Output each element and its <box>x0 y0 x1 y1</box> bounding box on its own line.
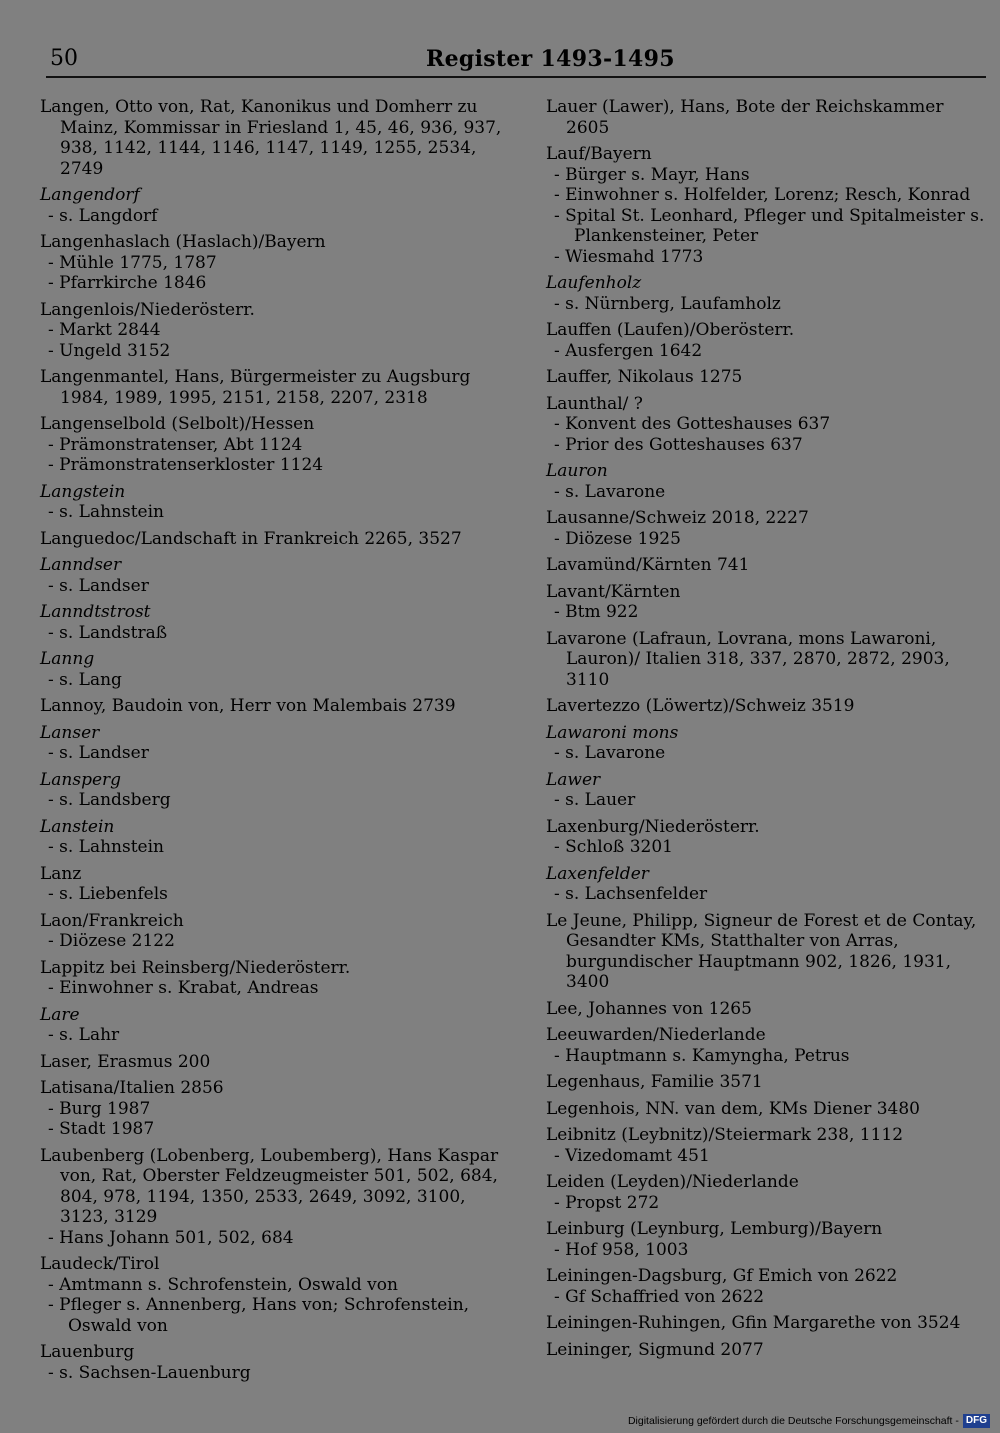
entry-heading: Lauffen (Laufen)/Oberösterr. <box>546 320 795 340</box>
entry-subheading: - s. Lauer <box>554 790 636 810</box>
entry-subheading: - Markt 2844 <box>48 320 161 340</box>
index-entry <box>546 394 992 456</box>
index-entry <box>546 1099 992 1120</box>
index-entry <box>40 555 502 596</box>
entry-subheading: - Stadt 1987 <box>48 1119 155 1139</box>
entry-heading: Launthal/ ? <box>546 393 643 414</box>
entry-heading: Leiningen-Ruhingen, Gfin Margarethe von 3524 <box>546 1313 961 1333</box>
entry-subheading: - s. Landsberg <box>48 790 171 810</box>
entry-subheading: - Diözese 2122 <box>48 931 175 951</box>
entry-subheading: - s. Lavarone <box>554 481 666 502</box>
funding-footer <box>628 1412 990 1430</box>
entry-subheading: - s. Lahnstein <box>48 502 165 522</box>
entry-subheading: - s. Lahnstein <box>48 837 165 857</box>
entry-heading: Lawaroni mons <box>546 722 679 743</box>
entry-subheading: - Konvent des Gotteshauses 637 <box>554 414 831 434</box>
entry-heading: Laudeck/Tirol <box>40 1254 160 1274</box>
index-entry <box>546 1340 992 1361</box>
entry-subheading: - s. Sachsen-Lauenburg <box>48 1362 251 1383</box>
index-entry <box>546 555 992 576</box>
index-entry <box>40 1254 502 1336</box>
index-entry <box>40 1052 502 1073</box>
entry-subheading: - s. Landser <box>48 743 149 763</box>
entry-subheading: - Gf Schaffried von 2622 <box>554 1286 765 1307</box>
index-entry <box>546 864 992 905</box>
index-entry <box>40 185 502 226</box>
entry-heading: Leeuwarden/Niederlande <box>546 1025 766 1045</box>
running-title: Register 1493-1495 <box>426 46 675 72</box>
entry-heading: Lannoy, Baudoin von, Herr von Malembais 2739 <box>40 696 456 716</box>
entry-subheading: - Hans Johann 501, 502, 684 <box>48 1227 294 1248</box>
entry-heading: Lavamünd/Kärnten 741 <box>546 555 750 575</box>
index-entry <box>40 723 502 764</box>
entry-heading: Legenhaus, Familie 3571 <box>546 1072 763 1092</box>
index-entry <box>546 817 992 858</box>
entry-heading: Lauer (Lawer), Hans, Bote der Reichskammer 2605 <box>546 97 944 138</box>
entry-subheading: - Hauptmann s. Kamyngha, Petrus <box>554 1045 850 1066</box>
dfg-logo: DFG <box>963 1414 990 1428</box>
entry-heading: Lanser <box>40 722 100 743</box>
entry-heading: Lee, Johannes von 1265 <box>546 998 752 1019</box>
entry-subheading: - s. Nürnberg, Laufamholz <box>554 293 781 314</box>
entry-heading: Lauenburg <box>40 1342 135 1362</box>
index-entry <box>40 958 502 999</box>
entry-heading: Lanndtstrost <box>40 602 151 622</box>
entry-heading: Lauffer, Nikolaus 1275 <box>546 367 743 387</box>
entry-heading: Leibnitz (Leybnitz)/Steiermark 238, 1112 <box>546 1125 904 1145</box>
index-entry <box>546 582 992 623</box>
index-entry <box>40 770 502 811</box>
entry-subheading: - Bürger s. Mayr, Hans <box>554 164 750 185</box>
entry-heading: Laxenfelder <box>546 863 649 884</box>
index-entry <box>546 367 992 388</box>
entry-subheading: - s. Lang <box>48 669 122 690</box>
entry-subheading: - Schloß 3201 <box>554 837 673 857</box>
index-entry <box>546 629 992 691</box>
entry-heading: Lanz <box>40 863 82 884</box>
entry-heading: Langenmantel, Hans, Bürgermeister zu Augsburg 1984, 1989, 1995, 2151, 2158, 2207, 2318 <box>40 367 471 408</box>
index-entry <box>40 649 502 690</box>
entry-subheading: - Amtmann s. Schrofenstein, Oswald von <box>48 1274 398 1295</box>
entry-subheading: - Diözese 1925 <box>554 528 681 549</box>
right-column <box>546 97 992 1366</box>
index-entry <box>40 911 502 952</box>
index-entry <box>546 273 992 314</box>
index-entry <box>40 300 502 362</box>
entry-heading: Lanndser <box>40 555 122 575</box>
entry-heading: Lavarone (Lafraun, Lovrana, mons Lawaroni, Lauron)/ Italien 318, 337, 2870, 2872, 2903, 3110 <box>546 628 950 690</box>
entry-subheading: - Einwohner s. Krabat, Andreas <box>48 978 319 998</box>
index-entry <box>546 696 992 717</box>
entry-subheading: - Einwohner s. Holfelder, Lorenz; Resch, Konrad <box>554 185 971 205</box>
entry-subheading: - Ungeld 3152 <box>48 340 171 361</box>
entry-heading: Laxenburg/Niederösterr. <box>546 816 760 837</box>
index-entry <box>40 817 502 858</box>
entry-subheading: - s. Lachsenfelder <box>554 884 708 904</box>
index-entry <box>40 864 502 905</box>
entry-subheading: - s. Landser <box>48 575 149 596</box>
index-entry <box>40 1078 502 1140</box>
entry-heading: Lansperg <box>40 769 122 790</box>
entry-heading: Lauron <box>546 461 608 481</box>
entry-subheading: - Prämonstratenserkloster 1124 <box>48 455 324 475</box>
index-entry <box>40 482 502 523</box>
entry-subheading: - s. Liebenfels <box>48 884 168 904</box>
entry-heading: Legenhois, NN. van dem, KMs Diener 3480 <box>546 1098 920 1119</box>
entry-heading: Laon/Frankreich <box>40 910 184 931</box>
entry-heading: Laufenholz <box>546 273 642 293</box>
index-entry <box>546 1025 992 1066</box>
entry-heading: Laser, Erasmus 200 <box>40 1051 211 1072</box>
entry-subheading: - Prior des Gotteshauses 637 <box>554 434 803 455</box>
entry-heading: Leinburg (Leynburg, Lemburg)/Bayern <box>546 1219 883 1239</box>
entry-subheading: - s. Lavarone <box>554 743 666 763</box>
entry-heading: Langen, Otto von, Rat, Kanonikus und Domherr zu Mainz, Kommissar in Friesland 1, 45, 46, 936, 937, 938, 1142, 1144, 1146, 1147, 1149, 1255, 2534, 2749 <box>40 97 502 179</box>
index-entry <box>40 367 502 408</box>
entry-subheading: - Hof 958, 1003 <box>554 1239 689 1260</box>
entry-heading: Langenselbold (Selbolt)/Hessen <box>40 414 315 434</box>
index-entry <box>546 1266 992 1307</box>
entry-heading: Leiningen-Dagsburg, Gf Emich von 2622 <box>546 1266 898 1286</box>
index-entry <box>546 723 992 764</box>
index-entry <box>546 911 992 993</box>
entry-subheading: - Pfarrkirche 1846 <box>48 273 207 293</box>
index-entry <box>546 97 992 138</box>
index-entry <box>546 770 992 811</box>
entry-subheading: - Wiesmahd 1773 <box>554 246 704 267</box>
header-rule <box>46 76 986 78</box>
index-entry <box>40 414 502 476</box>
footer-text: Digitalisierung gefördert durch die Deutsche Forschungsgemeinschaft - <box>627 1415 959 1427</box>
entry-heading: Langenlois/Niederösterr. <box>40 299 255 320</box>
index-entry <box>546 1219 992 1260</box>
entry-subheading: - Burg 1987 <box>48 1098 151 1119</box>
entry-subheading: - s. Langdorf <box>48 205 158 226</box>
index-entry <box>546 1172 992 1213</box>
entry-heading: Latisana/Italien 2856 <box>40 1078 224 1098</box>
entry-subheading: - Pfleger s. Annenberg, Hans von; Schrofenstein, Oswald von <box>48 1295 470 1336</box>
index-entry <box>40 1146 502 1249</box>
page-number: 50 <box>50 46 78 71</box>
index-entry <box>546 1313 992 1334</box>
index-entry <box>40 232 502 294</box>
index-entry <box>546 320 992 361</box>
entry-heading: Lanstein <box>40 816 115 837</box>
entry-heading: Lanng <box>40 649 95 669</box>
index-entry <box>40 602 502 643</box>
entry-heading: Lavertezzo (Löwertz)/Schweiz 3519 <box>546 696 855 716</box>
entry-subheading: - Vizedomamt 451 <box>554 1145 710 1166</box>
entry-heading: Languedoc/Landschaft in Frankreich 2265, 3527 <box>40 528 462 549</box>
page-header <box>50 46 986 76</box>
entry-subheading: - Prämonstratenser, Abt 1124 <box>48 434 303 455</box>
entry-heading: Lauf/Bayern <box>546 144 652 164</box>
entry-subheading: - Spital St. Leonhard, Pfleger und Spitalmeister s. Plankensteiner, Peter <box>554 205 985 246</box>
entry-subheading: - s. Landstraß <box>48 622 168 643</box>
index-entry <box>546 999 992 1020</box>
entry-heading: Lausanne/Schweiz 2018, 2227 <box>546 508 809 528</box>
entry-subheading: - Btm 922 <box>554 602 639 622</box>
index-entry <box>546 1072 992 1093</box>
entry-subheading: - Mühle 1775, 1787 <box>48 252 217 273</box>
index-entry <box>546 461 992 502</box>
entry-heading: Lawer <box>546 769 601 790</box>
entry-subheading: - Propst 272 <box>554 1192 660 1213</box>
index-entry <box>546 1125 992 1166</box>
entry-heading: Laubenberg (Lobenberg, Loubemberg), Hans Kaspar von, Rat, Oberster Feldzeugmeister 501, 502, 684, 804, 978, 1194, 1350, 2533, 2649, 3092, 3100, 3123, 3129 <box>40 1145 499 1227</box>
index-entry <box>40 529 502 550</box>
entry-heading: Lare <box>40 1004 80 1025</box>
index-entry <box>40 696 502 717</box>
entry-heading: Le Jeune, Philipp, Signeur de Forest et de Contay, Gesandter KMs, Statthalter von Arras, burgundischer Hauptmann 902, 1826, 1931, 3400 <box>546 910 977 992</box>
entry-heading: Lavant/Kärnten <box>546 581 681 602</box>
entry-heading: Langenhaslach (Haslach)/Bayern <box>40 232 326 252</box>
entry-heading: Lappitz bei Reinsberg/Niederösterr. <box>40 957 351 978</box>
index-entry <box>546 508 992 549</box>
entry-subheading: - s. Lahr <box>48 1025 120 1045</box>
index-entry <box>40 1005 502 1046</box>
entry-heading: Leiden (Leyden)/Niederlande <box>546 1172 799 1192</box>
entry-subheading: - Ausfergen 1642 <box>554 340 703 361</box>
entry-heading: Leininger, Sigmund 2077 <box>546 1339 764 1360</box>
entry-heading: Langstein <box>40 481 126 502</box>
index-entry <box>40 97 502 179</box>
index-entry <box>40 1342 502 1383</box>
index-entry <box>546 144 992 267</box>
entry-heading: Langendorf <box>40 185 140 205</box>
left-column <box>40 97 502 1389</box>
